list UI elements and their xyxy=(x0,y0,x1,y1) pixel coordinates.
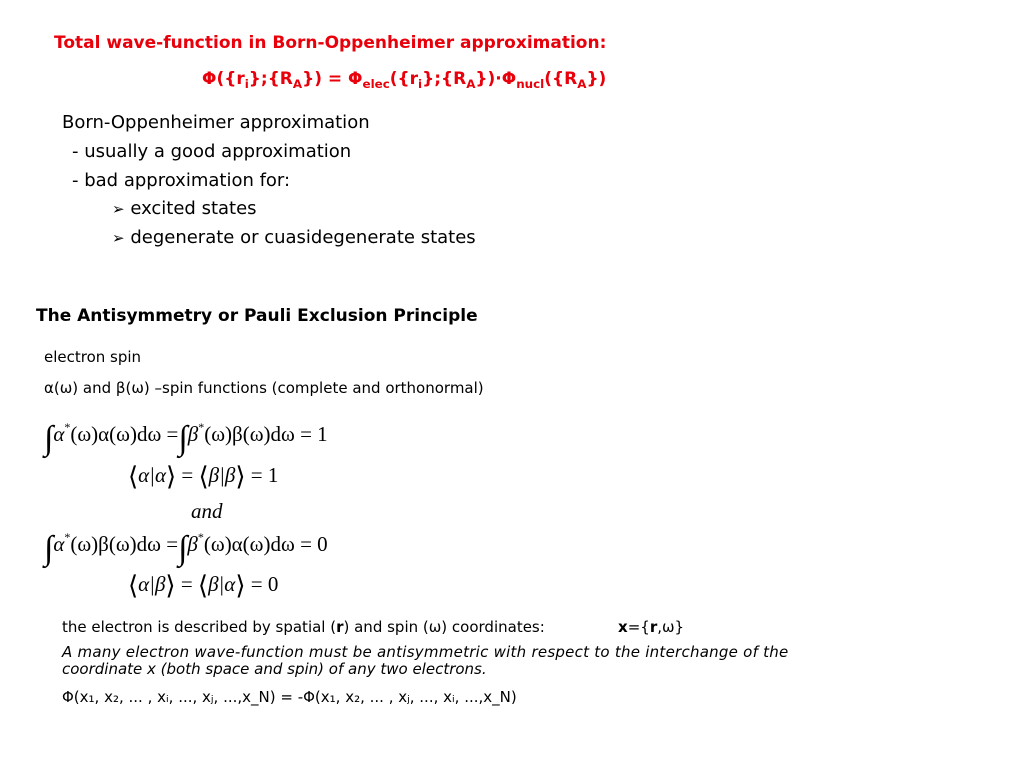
f-A1: A xyxy=(292,77,303,92)
bo-sub-excited xyxy=(112,198,257,219)
integral-sign: ∫ xyxy=(44,530,54,567)
langle: ⟨ xyxy=(128,462,139,491)
f-i2: i xyxy=(418,77,423,92)
f-open1: ({r xyxy=(216,69,245,89)
antisymmetry-line2: coordinate x (both space and spin) of any two electrons. xyxy=(62,660,487,678)
bo-sub-degenerate-label: degenerate or cuasidegenerate states xyxy=(130,227,476,248)
eq1-body1: (ω)α(ω)dω = xyxy=(70,422,179,446)
f-nucl: nucl xyxy=(516,77,545,92)
f-elec: elec xyxy=(362,77,390,92)
x-omega: ,ω} xyxy=(657,618,685,636)
rangle: ⟩ xyxy=(165,462,177,491)
star: * xyxy=(64,420,71,434)
rangle: ⟩ xyxy=(235,462,246,491)
x-symbol: x xyxy=(618,618,628,636)
langle: ⟨ xyxy=(198,462,209,491)
arrow-bullet-icon: ➢ xyxy=(112,200,125,218)
normalization-integral xyxy=(44,420,328,458)
eq4-rhs: = 0 xyxy=(250,572,279,596)
electron-spin-label: electron spin xyxy=(44,348,142,366)
slide-title: Total wave-function in Born-Oppenheimer approximation: xyxy=(54,33,607,53)
bo-item-good: - usually a good approximation xyxy=(72,141,352,162)
coords-prefix: the electron is described by spatial ( xyxy=(62,618,337,636)
x-definition xyxy=(618,618,684,636)
antisymmetry-formula: Φ(x₁, x₂, ... , xᵢ, ..., xⱼ, ...,x_N) = -Φ(x₁, x₂, ... , xⱼ, ..., xᵢ, ...,x_N) xyxy=(62,688,517,706)
eq2-t2: β|β xyxy=(208,463,236,487)
f-dot: })·Φ xyxy=(475,69,517,89)
bo-sub-degenerate xyxy=(112,227,476,248)
eq3-body1: (ω)β(ω)dω = xyxy=(70,532,179,556)
star: * xyxy=(197,530,204,544)
pauli-heading: The Antisymmetry or Pauli Exclusion Principle xyxy=(36,306,478,326)
eq4-t1: α|β xyxy=(138,572,166,596)
electron-coordinates-text xyxy=(62,618,545,636)
eq1-body2: (ω)β(ω)dω = 1 xyxy=(204,422,328,446)
f-i1: i xyxy=(244,77,249,92)
rangle: ⟩ xyxy=(235,571,246,600)
f-eq: }) = Φ xyxy=(302,69,363,89)
rangle: ⟩ xyxy=(165,571,176,600)
f-open2: ({r xyxy=(389,69,419,89)
star: * xyxy=(198,420,205,434)
beta: β xyxy=(187,532,198,556)
bo-wavefunction-formula xyxy=(202,69,607,92)
eq4-t2: β|α xyxy=(208,572,236,596)
integral-sign: ∫ xyxy=(178,420,188,457)
normalization-braket xyxy=(128,462,278,492)
f-A2: A xyxy=(466,77,476,92)
f-phi: Φ xyxy=(202,69,217,89)
bo-heading: Born-Oppenheimer approximation xyxy=(62,112,370,133)
beta: β xyxy=(187,422,199,446)
alpha: α xyxy=(53,532,65,556)
eq2-rhs: = 1 xyxy=(250,463,279,487)
star: * xyxy=(64,530,71,544)
f-mid2: };{R xyxy=(422,69,467,89)
langle: ⟨ xyxy=(197,571,209,600)
eq4-eq: = xyxy=(180,572,193,596)
f-open3: ({R xyxy=(544,69,578,89)
f-A3: A xyxy=(577,77,587,92)
orthogonality-braket xyxy=(128,571,278,601)
integral-sign: ∫ xyxy=(44,420,54,457)
arrow-bullet-icon: ➢ xyxy=(112,229,125,247)
f-mid1: };{R xyxy=(248,69,293,89)
antisymmetry-statement xyxy=(62,644,789,678)
orthogonality-integral xyxy=(44,530,328,568)
langle: ⟨ xyxy=(128,571,139,600)
and-label: and xyxy=(191,499,223,523)
coords-middle: ) and spin (ω) coordinates: xyxy=(343,618,545,636)
integral-sign: ∫ xyxy=(178,530,188,567)
bo-item-bad: - bad approximation for: xyxy=(72,170,291,191)
coords-r: r xyxy=(336,618,344,636)
eq3-body2: (ω)α(ω)dω = 0 xyxy=(203,532,328,556)
x-eq-open: ={ xyxy=(627,618,650,636)
eq2-t1: α|α xyxy=(138,463,166,487)
antisymmetry-line1: A many electron wave-function must be antisymmetric with respect to the interchange of the xyxy=(62,643,789,661)
alpha: α xyxy=(53,422,65,446)
f-close: }) xyxy=(586,69,607,89)
bo-sub-excited-label: excited states xyxy=(130,198,257,219)
eq2-eq: = xyxy=(181,463,194,487)
x-r: r xyxy=(649,618,658,636)
spin-functions-label: α(ω) and β(ω) –spin functions (complete and orthonormal) xyxy=(44,379,484,397)
